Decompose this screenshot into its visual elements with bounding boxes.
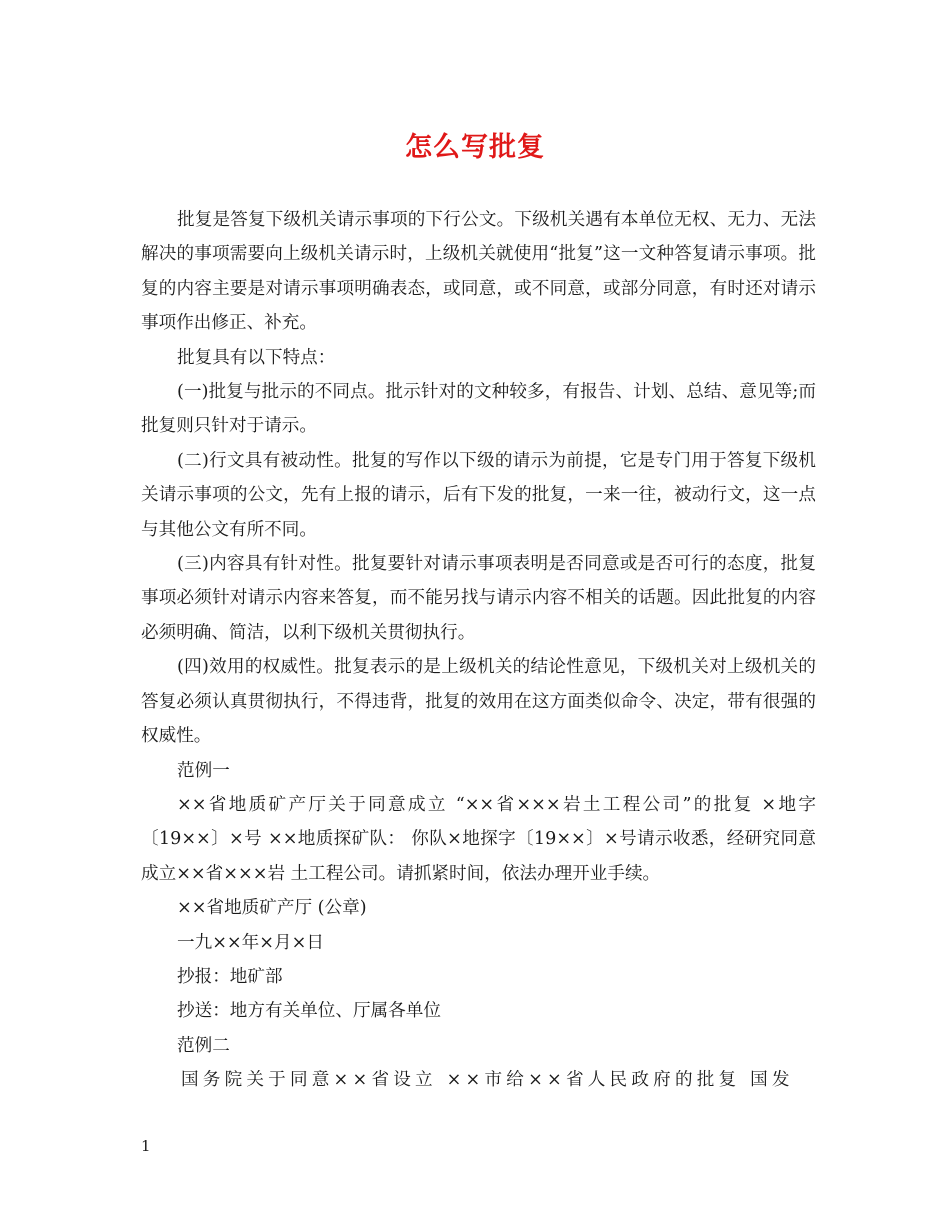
paragraph-features-heading: 批复具有以下特点： [177, 347, 336, 368]
example-2-body: 国务院关于同意××省设立 ××市给××省人民政府的批复 国发 [181, 1070, 794, 1091]
page-number: 1 [141, 1137, 151, 1155]
example-1-date: 一九××年×月×日 [177, 932, 324, 953]
example-1-issuer: ××省地质矿产厅 (公章) [177, 898, 367, 919]
document-body [141, 203, 816, 1098]
paragraph-feature-2: (二)行文具有被动性。批复的写作以下级的请示为前提，它是专门用于答复下级机关请示事项的公文，先有上报的请示，后有下发的批复，一来一往，被动行文，这一点与其他公文有所不同。 [141, 450, 816, 540]
example-1-heading: 范例一 [177, 760, 230, 781]
example-1-cc-send: 抄送：地方有关单位、厅属各单位 [177, 1001, 441, 1022]
paragraph-feature-3: (三)内容具有针对性。批复要针对请示事项表明是否同意或是否可行的态度，批复事项必须针对请示内容来答复，而不能另找与请示内容不相关的话题。因此批复的内容必须明确、简洁，以利下级机关贯彻执行。 [141, 554, 816, 643]
paragraph-feature-1: (一)批复与批示的不同点。批示针对的文种较多，有报告、计划、总结、意见等;而批复则只针对于请示。 [141, 382, 816, 437]
example-2-heading: 范例二 [177, 1035, 230, 1056]
paragraph-feature-4: (四)效用的权威性。批复表示的是上级机关的结论性意见，下级机关对上级机关的答复必须认真贯彻执行，不得违背，批复的效用在这方面类似命令、决定，带有很强的权威性。 [141, 657, 816, 747]
example-1-body: ××省地质矿产厅关于同意成立 “××省×××岩土工程公司”的批复 ×地字〔19××〕×号 ××地质探矿队： 你队×地探字〔19××〕×号请示收悉，经研究同意成立××省×××岩 土工程公司。请抓紧时间，依法办理开业手续。 [141, 794, 816, 884]
paragraph-intro: 批复是答复下级机关请示事项的下行公文。下级机关遇有本单位无权、无力、无法解决的事项需要向上级机关请示时，上级机关就使用“批复”这一文种答复请示事项。批复的内容主要是对请示事项明确表态，或同意，或不同意，或部分同意，有时还对请示事项作出修正、补充。 [141, 210, 816, 334]
document-title: 怎么写批复 [405, 132, 545, 163]
example-1-cc-report: 抄报：地矿部 [177, 966, 283, 987]
